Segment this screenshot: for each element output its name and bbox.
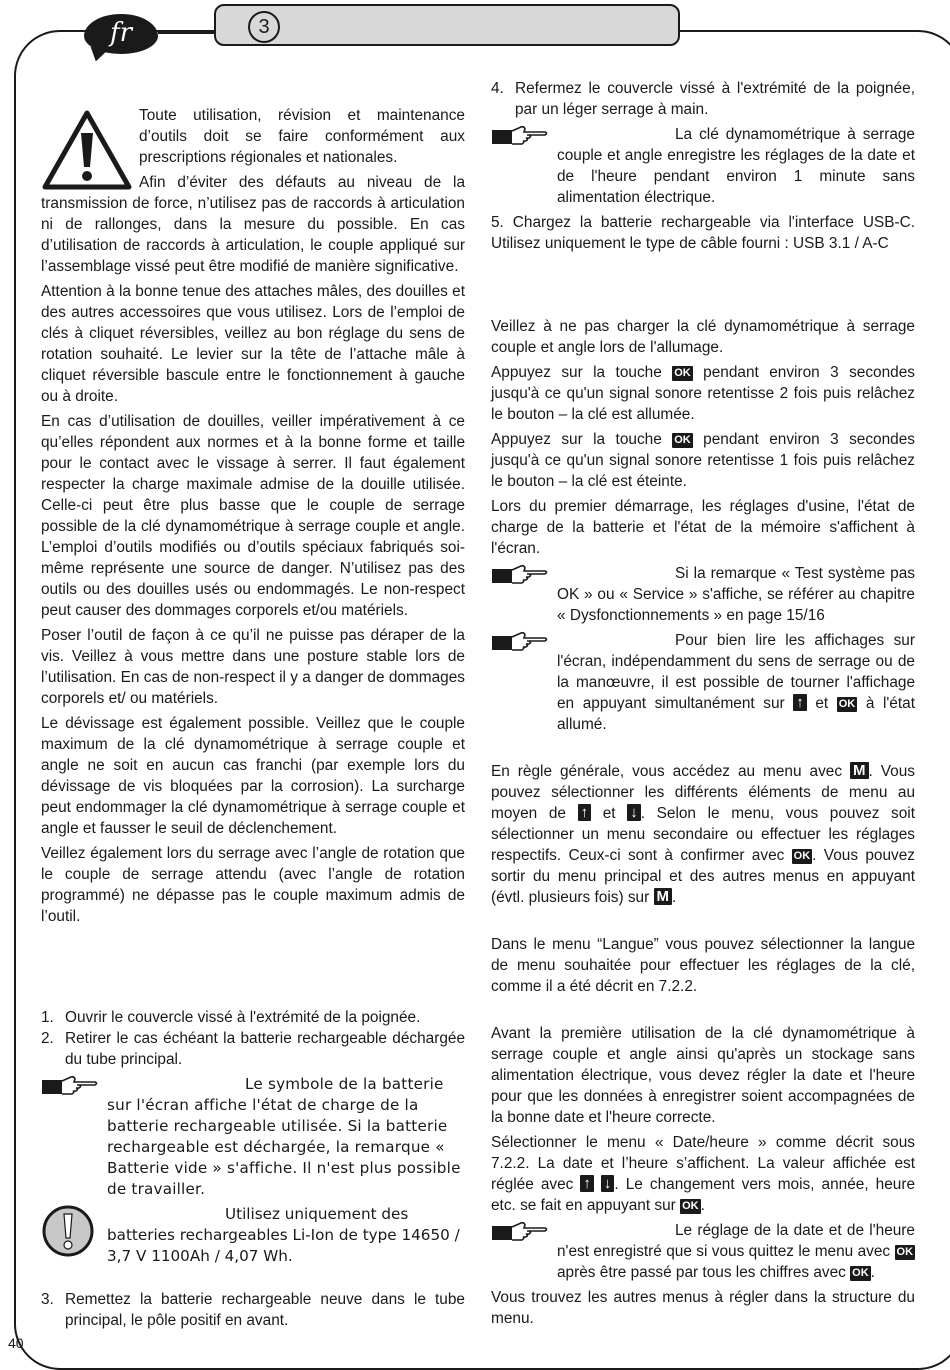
list-item: 1. Ouvrir le couvercle vissé à l'extrémité de la poignée. [41, 1009, 421, 1026]
info-battery-type: Utilisez uniquement des batteries rechargeables Li-Ion de type 14650 / 3,7 V 1100Ah / 4,07 Wh. [41, 1204, 465, 1267]
paragraph-date-select: Sélectionner le menu « Date/heure » comme décrit sous 7.2.2. La date et l’heure s’affichent. La valeur affichée est réglée avec ↑ ↓ . Le changement vers mois, année, heure etc. se fait en appuyant sur OK . [491, 1134, 916, 1214]
pointing-hand-icon [491, 1220, 549, 1242]
down-arrow-key-icon: ↓ [601, 1175, 615, 1192]
paragraph-attachments: Attention à la bonne tenue des attaches mâles, des douilles et des autres accessoires que vous utilisez. Lors de l’emploi de clés à cliquet réversibles, veillez au bon réglage du sens de rotation souhaité. Le levier sur la tête de l’attache mâle à cliquet réversible bascule entre le fonctionnement à gauche ou à droite. [41, 283, 465, 405]
paragraph-usb-charging: 5. Chargez la batterie rechargeable via l'interface USB-C. Utilisez uniquement le type de câble fourni : USB 3.1 / A-C [491, 214, 915, 252]
exclamation-circle-icon [41, 1204, 95, 1258]
list-item: 4. Refermez le couvercle vissé à l'extrémité de la poignée, par un léger serrage à main. [491, 80, 915, 118]
ok-key-icon: OK [896, 1246, 914, 1258]
pointing-hand-icon [41, 1074, 99, 1096]
note-rotate-display: Pour bien lire les affichages sur l'écran, indépendamment du sens de serrage ou de la manœuvre, il est possible de tourner l'affichage en appuyant simultanément sur ↑ et OK à l'état allumé. [491, 630, 915, 735]
warning-triangle-icon [41, 109, 133, 191]
menu-key-icon: M [654, 888, 673, 905]
header-connector [158, 32, 216, 34]
paragraph-menu-navigation: En règle générale, vous accédez au menu avec M . Vous pouvez sélectionner les différents éléments de menu au moyen de ↑ et ↓ . Selon le menu, vous pouvez soit sélectionner un menu secondaire ou effectuer les réglages respectifs. Ceux-ci sont à confirmer avec OK . Vous pouvez sortir du menu principal et des autres menus en appuyant (évtl. plusieurs fois) sur M . [491, 762, 916, 906]
paragraph-no-charge-on: Veillez à ne pas charger la clé dynamométrique à serrage couple et angle lors de l'allumage. [491, 318, 915, 356]
paragraph-language-menu: Dans le menu “Langue” vous pouvez sélectionner la langue de menu souhaitée pour effectuer les réglages de la clé, comme il a été décrit en 7.2.2. [491, 936, 915, 995]
paragraph-switch-on: Appuyez sur la touche OK pendant environ 3 secondes jusqu'à ce qu'un signal sonore retentisse 2 fois puis relâchez le bouton – la clé est allumée. [491, 364, 915, 423]
page-number: 40 [8, 1335, 24, 1351]
section-number: 3 [248, 11, 280, 43]
paragraph-other-menus: Vous trouvez les autres menus à régler dans la structure du menu. [491, 1289, 915, 1327]
paragraph-articulation: Afin d’éviter des défauts au niveau de la transmission de force, n’utilisez pas de raccords à articulation ni de rallonges, dans la mesure du possible. En cas d’utilisation de raccords à articulation, le couple appliqué sur l’assemblage vissé peut être modifié de manière significative. [41, 174, 465, 275]
list-item: 2. Retirer le cas échéant la batterie rechargeable déchargée du tube principal. [41, 1030, 465, 1068]
ok-key-icon: OK [674, 434, 691, 446]
ok-key-icon: OK [674, 367, 691, 379]
up-arrow-key-icon: ↑ [578, 804, 592, 821]
paragraph-date-time: Avant la première utilisation de la clé dynamométrique à serrage couple et angle ainsi qu'après un stockage sans alimentation électrique, vous devez régler la date et l'heure pour que les données à enregistrer soient accompagnées de la bonne date et l'heure correcte. [491, 1025, 915, 1126]
list-item: 3. Remettez la batterie rechargeable neuve dans le tube principal, le pôle positif en avant. [41, 1291, 465, 1329]
paragraph-placement: Poser l’outil de façon à ce qu’il ne puisse pas déraper de la vis. Veillez à vous mettre dans une posture stable lors de l’utilisation. En cas de non-respect il y a danger de dommages corporels et/ ou matériels. [41, 627, 465, 707]
note-battery-symbol: Le symbole de la batterie sur l'écran affiche l'état de charge de la batterie rechargeable utilisée. Si la batterie rechargeable est déchargée, la remarque « Batterie vide » s'affiche. Il n'est plus possible de travailler. [41, 1074, 465, 1200]
battery-steps-list [41, 1007, 465, 1070]
note-date-memory: La clé dynamométrique à serrage couple et angle enregistre les réglages de la date et de l'heure pendant environ 1 minute sans alimentation électrique. [491, 124, 915, 208]
paragraph-first-start: Lors du premier démarrage, les réglages d'usine, l'état de charge de la batterie et l'état de la mémoire s'affichent à l'écran. [491, 498, 915, 557]
paragraph-rotation-angle: Veillez également lors du serrage avec l’angle de rotation que le couple de serrage attendu (avec l’angle de rotation programmé) ne dépasse pas le couple maximum admis de l’outil. [41, 845, 465, 925]
pointing-hand-icon [491, 563, 549, 585]
ok-key-icon: OK [793, 850, 811, 862]
closing-step-list [491, 78, 915, 120]
section-tab [214, 4, 680, 46]
paragraph-unscrewing: Le dévissage est également possible. Veillez que le couple maximum de la clé dynamométrique à serrage couple et angle ne soit en aucun cas franchi (par exemple lors du dévissage de vis bloquées par la corrosion). La surcharge peut endommager la clé dynamométrique à serrage couple et angle et fausser le seuil de déclenchement. [41, 715, 465, 837]
warning-text: Toute utilisation, révision et maintenance d’outils doit se faire conformément aux prescriptions régionales et nationales. [139, 107, 465, 166]
down-arrow-key-icon: ↓ [627, 804, 641, 821]
pointing-hand-icon [491, 630, 549, 652]
note-date-save: Le réglage de la date et de l'heure n'est enregistré que si vous quittez le menu avec OK après être passé par tous les chiffres avec OK . [491, 1220, 915, 1283]
ok-key-icon: OK [852, 1267, 869, 1279]
battery-steps-list-continued [41, 1289, 465, 1331]
language-badge: fr [84, 14, 158, 54]
left-column [41, 105, 465, 1335]
menu-key-icon: M [850, 762, 869, 779]
paragraph-switch-off: Appuyez sur la touche OK pendant environ 3 secondes jusqu'à ce qu'un signal sonore retentisse 1 fois puis relâchez le bouton – la clé est éteinte. [491, 431, 915, 490]
up-arrow-key-icon: ↑ [580, 1175, 594, 1192]
note-system-test: Si la remarque « Test système pas OK » ou « Service » s'affiche, se référer au chapitre « Dysfonctionnements » en page 15/16 [491, 563, 915, 626]
up-arrow-key-icon: ↑ [793, 694, 807, 711]
paragraph-sockets: En cas d’utilisation de douilles, veiller impérativement à ce qu’elles répondent aux normes et à la bonne forme et taille pour le contact avec le vissage à serrer. Il faut également respecter la charge maximale admise de la douille utilisée. Celle-ci peut être plus basse que le couple de serrage possible de la clé dynamométrique à serrage couple et angle. L’emploi d’outils modifiés ou d’outils spéciaux fabriqués soi-même représente une source de danger. N’utilisez pas des outils ou des douilles usés ou endommagés. Le non-respect peut causer des dommages corporels et/ou matériels. [41, 413, 465, 619]
ok-key-icon: OK [682, 1200, 699, 1212]
pointing-hand-icon [491, 124, 549, 146]
ok-key-icon: OK [838, 698, 856, 710]
right-column [491, 78, 915, 1333]
